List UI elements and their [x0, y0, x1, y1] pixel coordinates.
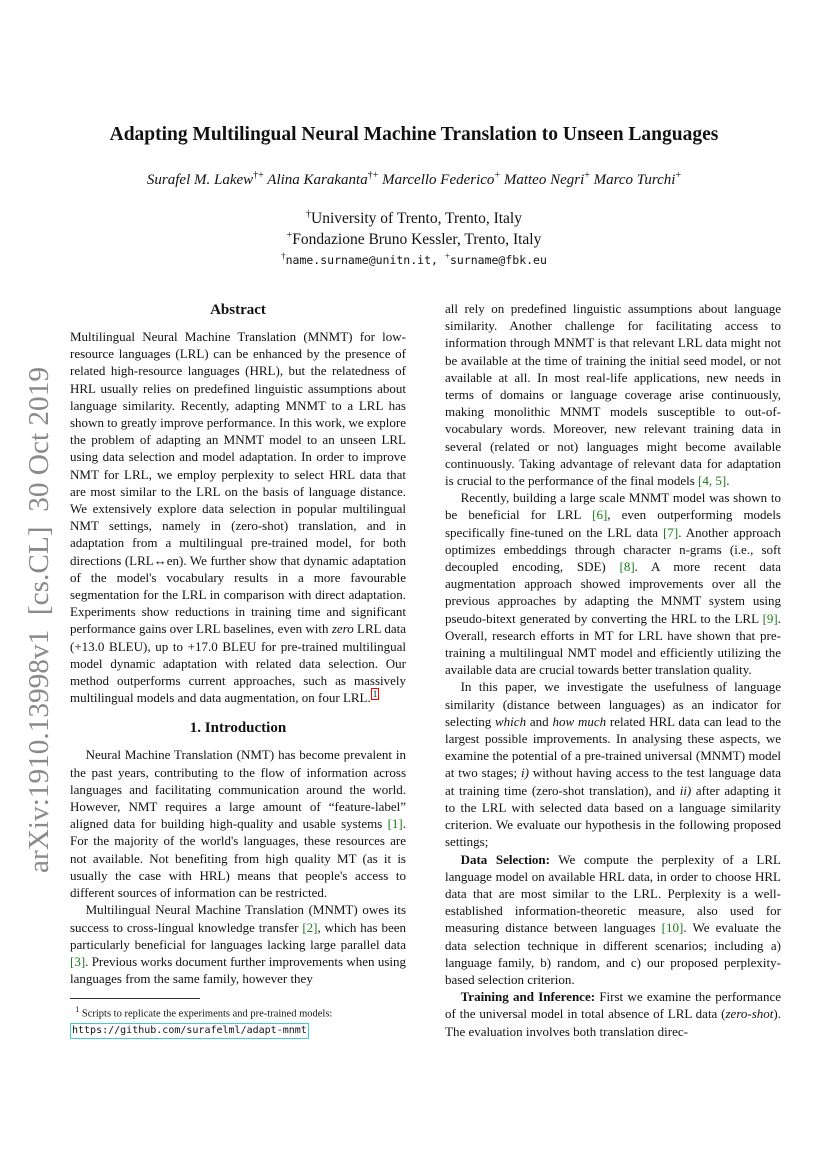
intro-paragraph — [70, 901, 406, 987]
body-text: after adapting it to the LRL with selected data based on a language similarity criterion. We evaluate our hypothesis in the following proposed settings; — [445, 782, 781, 850]
author-name: Surafel M. Lakew — [146, 172, 254, 188]
citation-link[interactable]: [10] — [661, 920, 684, 936]
author-mark: †+ — [253, 170, 264, 181]
intro-text: Multilingual Neural Machine Translation (MNMT) owes its success to cross-lingual knowledge transfer — [70, 902, 406, 935]
body-emphasis: ii) — [679, 782, 692, 798]
body-paragraph — [445, 489, 781, 678]
author-name: Matteo Negri — [503, 172, 585, 188]
body-text: In this paper, we investigate the usefulness of language similarity (distance between languages) as an indicator for selecting — [445, 679, 781, 729]
citation-link[interactable]: [6] — [592, 507, 608, 523]
body-emphasis: zero-shot — [725, 1006, 774, 1022]
abstract-text: LRL data (+13.0 BLEU), up to +17.0 BLEU for pre-trained multilingual model dynamic adaptation with related data selection. Our method outperforms current approaches, such as massively multilingual models and data augmentation, on four LRL. — [70, 621, 406, 706]
introduction-heading: 1. Introduction — [189, 720, 287, 737]
author-mark: + — [494, 170, 501, 181]
affiliation-mark: † — [306, 209, 311, 220]
footnote-text: Scripts to replicate the experiments and pre-trained models: — [81, 1008, 333, 1020]
body-text: . — [726, 473, 730, 489]
intro-text: , which has been particularly beneficial for languages lacking large parallel data — [70, 919, 406, 952]
intro-text: . For the majority of the world's languages, these resources are not available. Not benefiting from high quality MT (as it is usually the case with HRL) means that people's access to different sources of information can be restricted. — [70, 816, 406, 901]
body-paragraph — [445, 300, 781, 489]
citation-link[interactable]: [8] — [619, 559, 635, 575]
author-emails — [60, 248, 768, 268]
left-column — [70, 300, 406, 987]
body-text: . A more recent data augmentation approach showed improvements over all the previous approaches by adapting the MNMT system using pseudo-bitext generated by converting the HRL to the LRL — [445, 559, 781, 626]
affiliation-text: Fondazione Bruno Kessler, Trento, Italy — [292, 231, 542, 249]
body-text: Recently, building a large scale MNMT model was shown to be beneficial for LRL — [445, 490, 781, 523]
email-mark: † — [281, 251, 286, 261]
citation-link[interactable]: [1] — [387, 816, 403, 832]
footnote-link[interactable]: 1 — [372, 688, 378, 699]
paragraph-lead: Data Selection: — [460, 851, 550, 867]
body-text: without having access to the test language data at training time (zero-shot translation), and — [445, 765, 781, 798]
citation-link[interactable]: [4, 5] — [698, 473, 727, 489]
arxiv-identifier-text: arXiv:1910.13998v1 [cs.CL] 30 Oct 2019 — [24, 389, 55, 873]
abstract-text: Multilingual Neural Machine Translation (MNMT) for low-resource languages (LRL) can be enhanced by the presence of related high-resource languages (HRL), but the relatedness of HRL usually relies on predefined linguistic assumptions about language similarity. Recently, adapting MNMT to a LRL has shown to greatly improve performance. In this work, we explore the problem of adapting an MNMT model to an unseen LRL using data selection and model adaptation. In order to improve NMT for LRL, we employ perplexity to select HRL data that are most similar to the LRL on the basis of language distance. We extensively explore data selection in popular multilingual NMT settings, namely in (zero-shot) translation, and in adaptation from a multilingual pre-trained model, for both directions (LRL↔en). We further show that dynamic adaptation of the model's vocabulary results in a more favourable segmentation for the LRL in comparison with direct adaptation. Experiments show reductions in training time and significant performance gains over LRL baselines, even with — [70, 329, 406, 637]
right-column — [445, 300, 781, 1040]
body-text: We compute the perplexity of a LRL language model on available HRL data, in order to choose HRL data that are most similar to the LRL. Perplexity is a well-established information-theoretic measure, also used for measuring distance between languages — [445, 851, 781, 936]
author-list — [60, 165, 768, 191]
body-text: all rely on predefined linguistic assumptions about language similarity. Another challenge for facilitating access to information through MNMT is that relevant LRL data might not be available at the time of training the initial seed model, or not available at all. In most real-life applications, new needs in terms of domains or language coverage arise continuously, making monolithic MNMT models susceptible to out-of-vocabulary words. Moreover, new relevant training data in several (related or not) languages might become available continuously. Taking advantage of relevant data for adaptation is crucial to the performance of the final models — [445, 301, 781, 489]
body-text: related HRL data can lead to the largest possible improvements. In analysing these aspects, we examine the potential of a pre-trained universal (MNMT) model at two stages; — [445, 713, 781, 781]
citation-link[interactable]: [2] — [302, 919, 318, 935]
abstract-emphasis: zero — [331, 621, 354, 637]
body-emphasis: how much — [552, 713, 607, 729]
intro-paragraph — [70, 746, 406, 901]
body-text: . Overall, research efforts in MT for LRL have shown that pre-training a multilingual NMT model and efficiently utilizing the available data are crucial towards better translation quality. — [445, 610, 781, 678]
author-name: Marcello Federico — [382, 172, 495, 188]
body-text: and — [526, 713, 553, 729]
email-address: name.surname@unitn.it, — [285, 252, 438, 267]
author-name: Marco Turchi — [593, 172, 676, 188]
paper-title: Adapting Multilingual Neural Machine Translation to Unseen Languages — [109, 124, 719, 145]
arxiv-identifier-stamp — [22, 367, 56, 873]
body-text: First we examine the performance of the universal model in total absence of LRL data ( — [445, 989, 781, 1022]
footnote-mark: 1 — [75, 1005, 80, 1014]
citation-link[interactable]: [3] — [70, 953, 86, 969]
author-mark: †+ — [367, 170, 379, 181]
citation-link[interactable]: [7] — [663, 524, 679, 540]
body-paragraph — [445, 678, 781, 850]
footnote-rule — [70, 998, 200, 999]
intro-text: Neural Machine Translation (NMT) has become prevalent in the past years, contributing to the flow of information across languages and facilitating communication around the world. However, NMT requires a large amount of “feature-label” aligned data for building high-quality and usable systems — [70, 747, 406, 832]
body-paragraph — [445, 851, 781, 989]
body-text: , even outperforming models specifically fine-tuned on the LRL data — [445, 507, 781, 540]
citation-link[interactable]: [9] — [762, 610, 778, 626]
body-emphasis: i) — [520, 765, 529, 781]
body-text: ). The evaluation involves both translation direc- — [445, 1006, 781, 1039]
email-address: surname@fbk.eu — [449, 252, 547, 267]
body-paragraph — [445, 988, 781, 1040]
body-text: . We evaluate the data selection technique in different scenarios; including a) language family, b) random, and c) our proposed perplexity-based selection criterion. — [445, 920, 781, 987]
footnote-text-line — [70, 1003, 406, 1022]
abstract-heading: Abstract — [210, 302, 266, 318]
author-mark: + — [584, 170, 590, 181]
affiliation — [60, 225, 768, 250]
author-name: Alina Karakanta — [267, 172, 368, 188]
intro-text: . Previous works document further improvements when using languages from the same family, however they — [70, 953, 406, 987]
affiliation-mark: + — [286, 230, 293, 241]
footnote — [70, 998, 406, 1039]
abstract-paragraph — [70, 328, 406, 706]
paragraph-lead: Training and Inference: — [460, 989, 596, 1005]
body-emphasis: which — [495, 713, 527, 729]
footnote-url-link[interactable]: https://github.com/surafelml/adapt-mnmt — [70, 1023, 309, 1039]
body-text: . Another approach optimizes embeddings through character n-grams (i.e., soft decoupled encoding, SDE) — [445, 524, 781, 575]
affiliation-text: University of Trento, Trento, Italy — [311, 210, 522, 228]
email-mark: + — [444, 251, 450, 261]
author-mark: + — [675, 170, 682, 181]
